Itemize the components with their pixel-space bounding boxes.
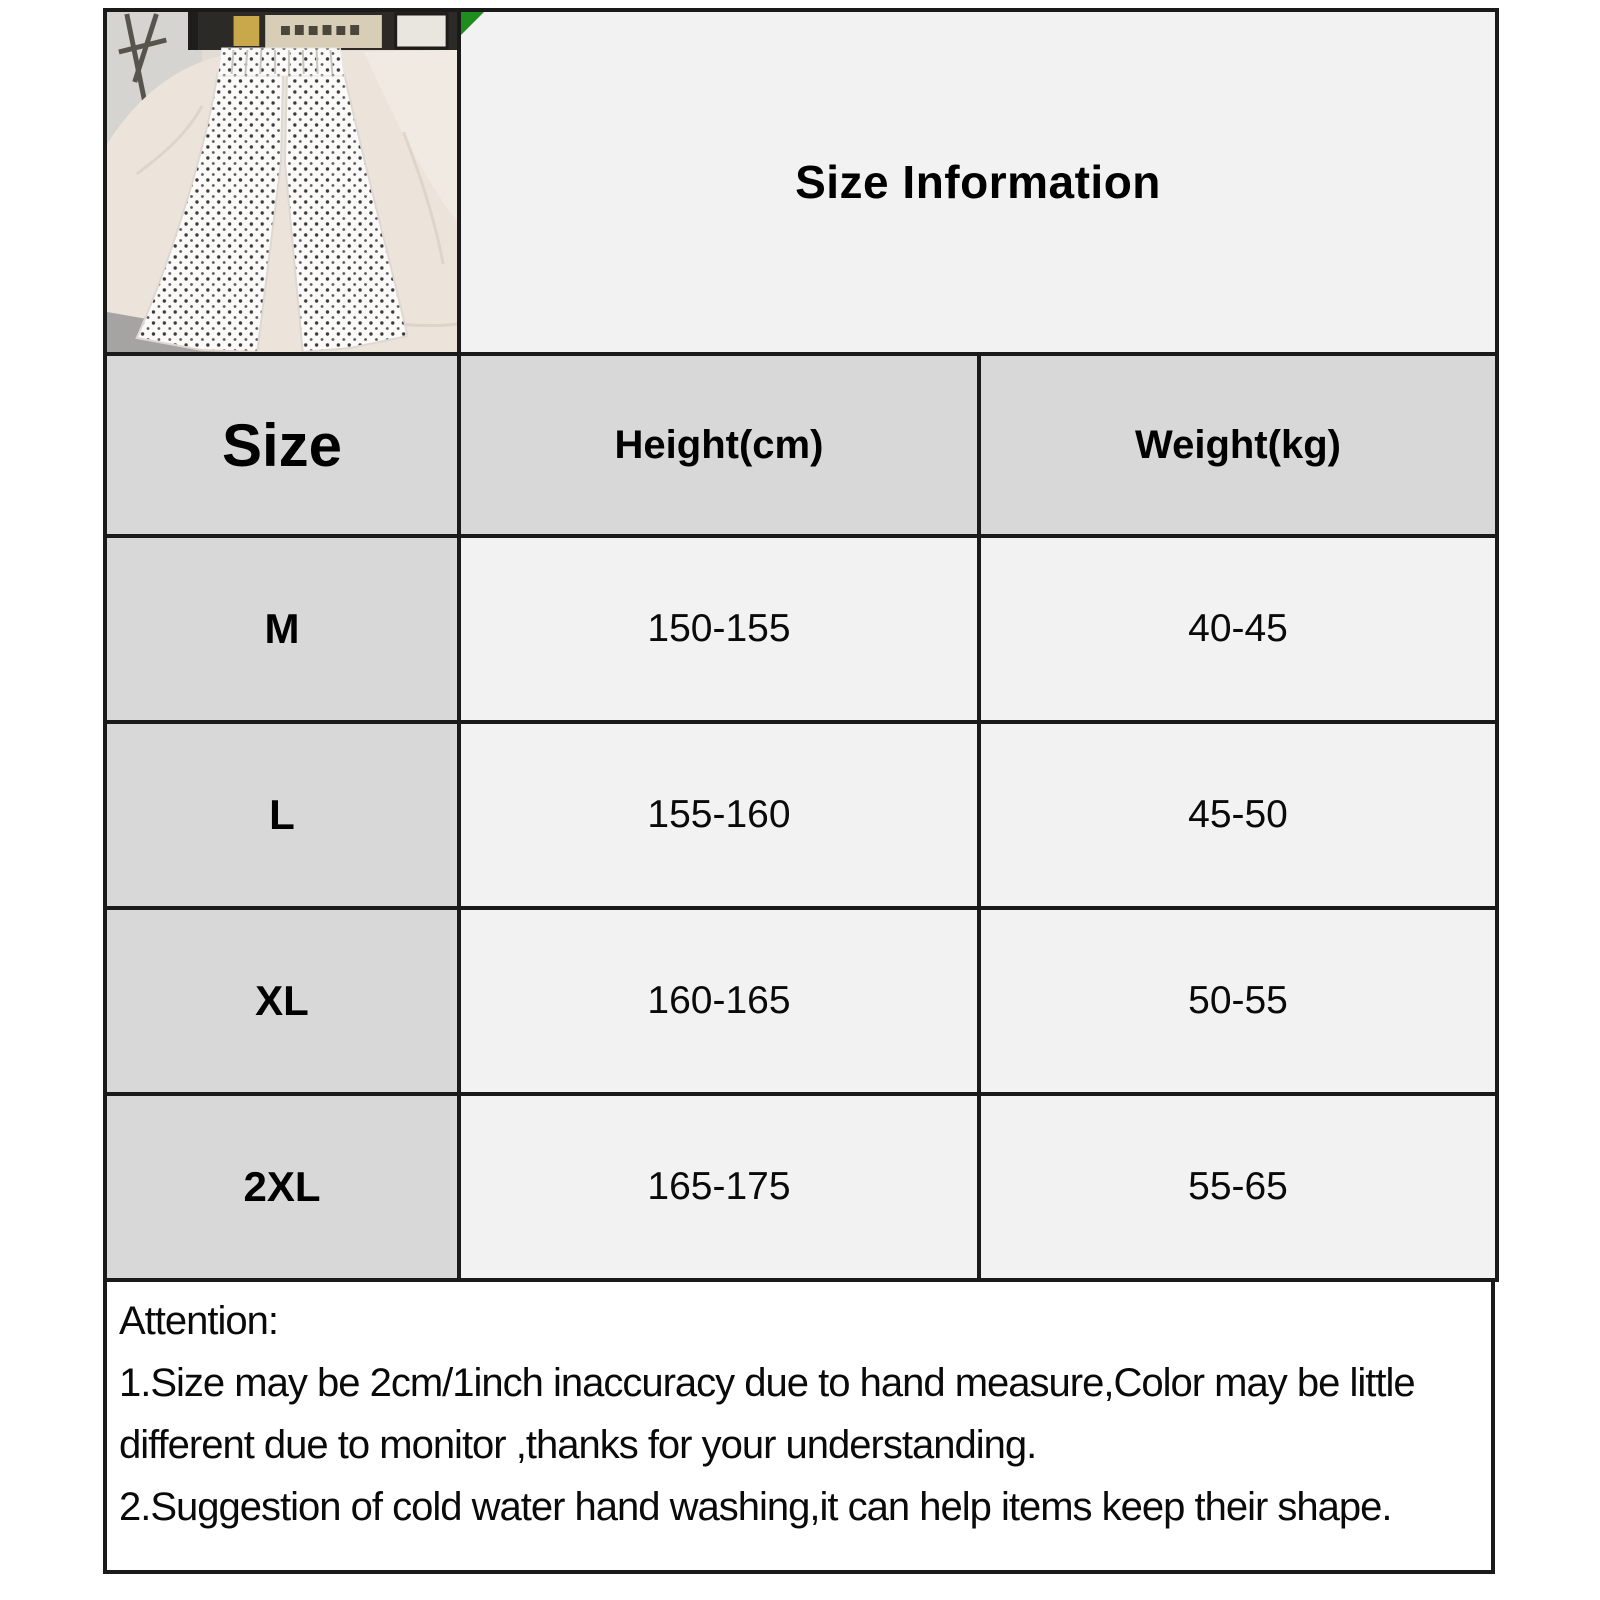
height-value: 155-160: [459, 722, 979, 908]
table-header-row: [105, 354, 1497, 536]
size-info-sheet: [103, 8, 1495, 1574]
product-photo-cell: [105, 10, 459, 354]
attention-note-1: 1.Size may be 2cm/1inch inaccuracy due to hand measure,Color may be little: [119, 1361, 1415, 1405]
title-cell: [459, 10, 1497, 354]
column-header-size: Size: [105, 354, 459, 536]
size-label: L: [105, 722, 459, 908]
gold-block: [234, 16, 260, 46]
green-corner-marker-icon: [461, 12, 484, 35]
attention-box: [103, 1282, 1495, 1574]
page-title: Size Information: [795, 156, 1161, 208]
weight-value: 40-45: [979, 536, 1497, 722]
table-row-l: [105, 722, 1497, 908]
column-header-weight: Weight(kg): [979, 354, 1497, 536]
column-header-height: Height(cm): [459, 354, 979, 536]
size-label: XL: [105, 908, 459, 1094]
attention-title: Attention:: [119, 1299, 279, 1343]
table-row-photo-title: [105, 10, 1497, 354]
height-value: 165-175: [459, 1094, 979, 1280]
table-row-xl: [105, 908, 1497, 1094]
picture-frame: [396, 14, 447, 48]
size-label: 2XL: [105, 1094, 459, 1280]
weight-value: 50-55: [979, 908, 1497, 1094]
table-row-m: [105, 536, 1497, 722]
table-row-2xl: [105, 1094, 1497, 1280]
weight-value: 45-50: [979, 722, 1497, 908]
product-photo: [107, 12, 457, 352]
height-value: 150-155: [459, 536, 979, 722]
attention-note-2: 2.Suggestion of cold water hand washing,it can help items keep their shape.: [119, 1485, 1392, 1529]
attention-note-1-continued: different due to monitor ,thanks for your understanding.: [119, 1423, 1037, 1467]
size-table: [103, 8, 1499, 1282]
height-value: 160-165: [459, 908, 979, 1094]
weight-value: 55-65: [979, 1094, 1497, 1280]
size-label: M: [105, 536, 459, 722]
